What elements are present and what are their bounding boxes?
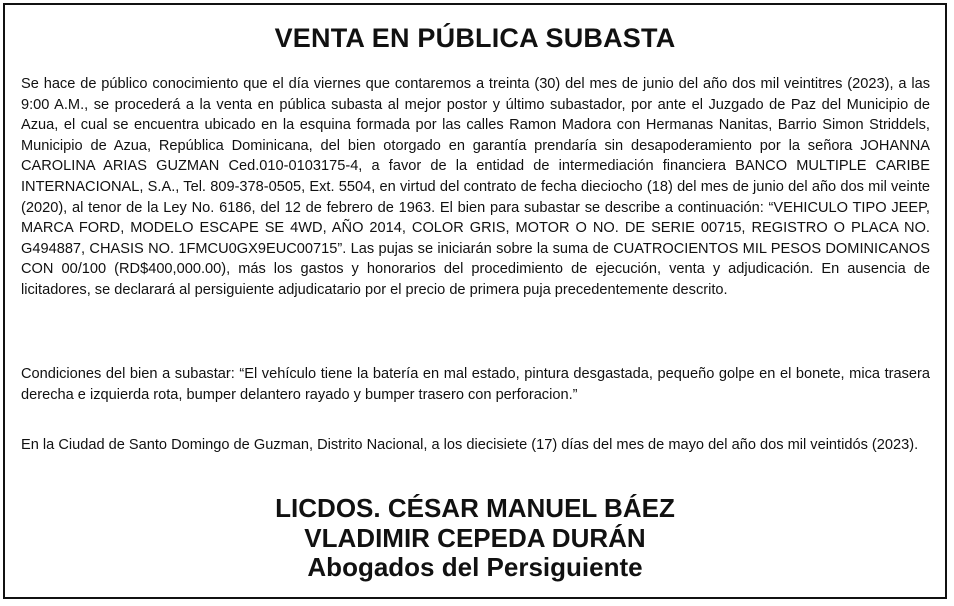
signature-lawyer-line-1: LICDOS. CÉSAR MANUEL BÁEZ bbox=[275, 493, 675, 523]
notice-paragraph-place-date: En la Ciudad de Santo Domingo de Guzman, Distrito Nacional, a los diecisiete (17) días del mes de mayo del año dos mil veintidós (2023). bbox=[21, 437, 919, 453]
notice-paragraph-sale-details: Se hace de público conocimiento que el día viernes que contaremos a treinta (30) del mes de junio del año dos mil veintitres (2023), a las 9:00 A.M., se procederá a la venta en pública subasta al mejor postor y último subastador, por ante el Juzgado de Paz del Municipio de Azua, el cual se encuentra ubicado en la esquina formada por las calles Ramon Madora con Hermanas Nanitas, Barrio Simon Striddels, Municipio de Azua, República Dominicana, del bien otorgado en garantía prendaría sin desapoderamiento por la señora JOHANNA CAROLINA ARIAS GUZMAN Ced.010-0103175-4, a favor de la entidad de intermediación financiera BANCO MULTIPLE CARIBE INTERNACIONAL, S.A., Tel. 809-378-0505, Ext. 5504, en virtud del contrato de fecha dieciocho (18) del mes de junio del año dos mil veinte (2020), al tenor de la Ley No. 6186, del 12 de febrero de 1963. El bien para subastar se describe a continuación: “VEHICULO TIPO JEEP, MARCA FORD, MODELO ESCAPE SE 4WD, AÑO 2014, COLOR GRIS, MOTOR O NO. DE SERIE 00715, REGISTRO O PLACA NO. G494887, CHASIS NO. 1FMCU0GX9EUC00715”. Las pujas se iniciarán sobre la suma de CUATROCIENTOS MIL PESOS DOMINICANOS CON 00/100 (RD$400,000.00), más los gastos y honorarios del procedimiento de ejecución, venta y adjudicación. En ausencia de licitadores, se declarará al persiguiente adjudicatario por el precio de primera puja precedentemente descrito. bbox=[21, 76, 930, 298]
legal-notice-box bbox=[3, 3, 947, 599]
signature-lawyer-line-2: VLADIMIR CEPEDA DURÁN bbox=[304, 522, 646, 553]
notice-title: VENTA EN PÚBLICA SUBASTA bbox=[274, 23, 676, 53]
signature-role: Abogados del Persiguiente bbox=[307, 552, 643, 582]
signature-block bbox=[5, 494, 945, 583]
notice-paragraph-conditions: Condiciones del bien a subastar: “El vehículo tiene la batería en mal estado, pintura desgastada, pequeño golpe en el bonete, mica trasera derecha e izquierda rota, bumper delantero rayado y bumper trasero con perforacion.” bbox=[21, 366, 930, 403]
